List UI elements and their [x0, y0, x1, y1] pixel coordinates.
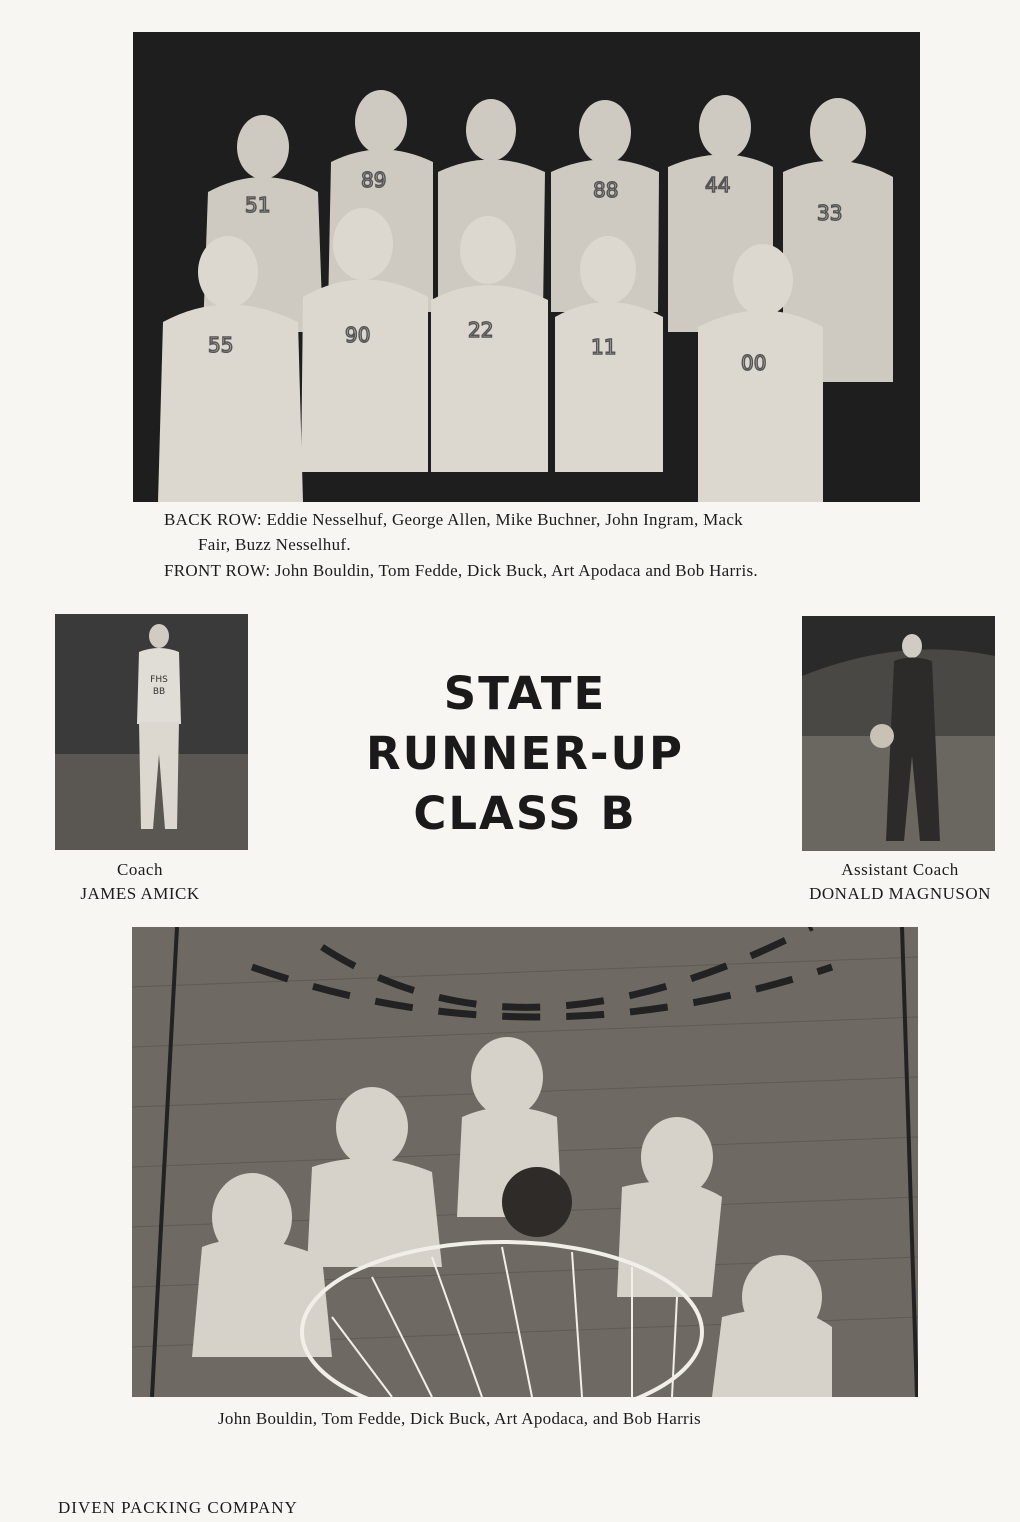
page-title — [340, 664, 710, 844]
svg-text:51: 51 — [245, 193, 271, 217]
assistant-coach-role: Assistant Coach — [841, 860, 959, 879]
title-line-2: RUNNER-UP — [365, 727, 685, 780]
sponsor-footer: DIVEN PACKING COMPANY — [58, 1498, 298, 1517]
coach-photo — [55, 614, 248, 850]
team-caption-front-row: FRONT ROW: John Bouldin, Tom Fedde, Dick Buck, Art Apodaca and Bob Harris. — [164, 561, 758, 580]
assistant-coach-photo — [802, 616, 995, 851]
svg-text:90: 90 — [345, 323, 371, 347]
svg-text:55: 55 — [208, 333, 234, 357]
svg-text:00: 00 — [741, 351, 767, 375]
team-caption-back-row: BACK ROW: Eddie Nesselhuf, George Allen, Mike Buchner, John Ingram, Mack — [164, 510, 743, 529]
assistant-coach-caption — [790, 858, 1010, 906]
svg-text:88: 88 — [593, 178, 619, 202]
svg-text:44: 44 — [705, 173, 731, 197]
team-photo — [133, 32, 920, 502]
svg-text:FHS: FHS — [150, 675, 168, 685]
team-caption-back-row-cont: Fair, Buzz Nesselhuf. — [198, 535, 351, 554]
title-line-3: CLASS B — [413, 787, 637, 840]
coach-role: Coach — [117, 860, 163, 879]
svg-text:22: 22 — [468, 318, 494, 342]
svg-text:BB: BB — [152, 687, 166, 697]
title-line-1: STATE — [443, 667, 607, 720]
svg-text:33: 33 — [817, 201, 843, 225]
basket-photo — [132, 927, 918, 1397]
coach-caption — [40, 858, 240, 906]
assistant-coach-name: DONALD MAGNUSON — [809, 884, 991, 903]
svg-text:89: 89 — [361, 168, 387, 192]
coach-name: JAMES AMICK — [80, 884, 200, 903]
basket-caption: John Bouldin, Tom Fedde, Dick Buck, Art Apodaca, and Bob Harris — [218, 1409, 701, 1428]
svg-text:11: 11 — [591, 335, 617, 359]
